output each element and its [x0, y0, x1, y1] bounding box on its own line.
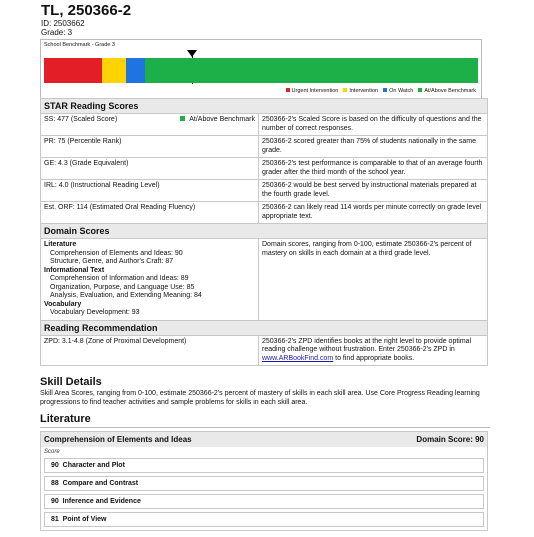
domain-lit-1: Comprehension of Elements and Ideas: 90 [50, 249, 183, 257]
benchmark-status-badge: At/Above Benchmark [180, 116, 255, 125]
legend-item [286, 88, 339, 94]
benchmark-segment-above [145, 58, 478, 83]
irl-row [41, 180, 488, 202]
arbookfind-link[interactable]: www.ARBookFind.com [262, 354, 334, 362]
orf-description: 250366-2 can likely read 114 words per minute correctly on grade level appropriate text. [259, 202, 488, 224]
star-scores-table [40, 98, 488, 366]
zpd-desc-text: 250366-2's ZPD identifies books at the right level to provide optimal reading challenge without frustration. Enter 250366-2's ZPD in [262, 337, 472, 353]
pr-row [41, 136, 488, 158]
skill-description: Skill Area Scores, ranging from 0-100, estimate 250366-2's percent of mastery of skills in each skill area. Use Core Progress Reading learning progressions to find teacher activities and sample problems for skills in each skill area. [40, 390, 480, 406]
recommendation-heading: Reading Recommendation [41, 320, 488, 335]
benchmark-segment-urgent [44, 58, 102, 83]
zpd-description [259, 335, 488, 366]
skill-section-literature: Literature [40, 413, 490, 428]
domain-lit-2: Structure, Genre, and Author's Craft: 87 [50, 258, 174, 265]
domain-info-heading: Informational Text [44, 266, 105, 274]
benchmark-bar [44, 58, 478, 83]
legend-label: Intervention [349, 88, 379, 94]
pr-description: 250366-2 scored greater than 75% of students nationally in the same grade. [259, 136, 488, 158]
skill-item: 81 Point of View [44, 512, 484, 527]
irl-label: IRL: 4.0 (Instructional Reading Level) [41, 180, 259, 202]
skill-group-title: Comprehension of Elements and Ideas [44, 435, 192, 444]
legend-label: At/Above Benchmark [424, 88, 476, 94]
skill-details [40, 376, 490, 428]
student-grade: Grade: 3 [41, 28, 73, 37]
student-title: TL, 250366-2 [41, 2, 132, 19]
benchmark-legend [286, 88, 476, 94]
domain-vocab-1: Vocabulary Development: 93 [50, 309, 140, 316]
orf-label: Est. ORF: 114 (Estimated Oral Reading Fluency) [41, 202, 259, 224]
report-header [41, 2, 131, 37]
legend-swatch [343, 88, 347, 92]
zpd-row [41, 335, 488, 366]
legend-item [383, 88, 413, 94]
benchmark-panel [40, 39, 482, 99]
zpd-label: ZPD: 3.1-4.8 (Zone of Proximal Development) [41, 335, 259, 366]
skill-heading: Skill Details [40, 376, 102, 388]
ss-label: SS: 477 (Scaled Score) [44, 116, 118, 123]
legend-label: Urgent Intervention [291, 88, 339, 94]
legend-item [343, 88, 378, 94]
star-heading: STAR Reading Scores [41, 99, 488, 114]
benchmark-segment-watch [126, 58, 145, 83]
irl-description: 250366-2 would be best served by instructional materials prepared at the fourth grade level. [259, 180, 488, 202]
skill-group-panel [40, 431, 488, 531]
ss-row [41, 114, 488, 136]
skill-group-score: Domain Score: 90 [416, 435, 484, 444]
domain-info-2: Organization, Purpose, and Language Use: 85 [50, 283, 195, 291]
ge-row [41, 158, 488, 180]
domain-info-3: Analysis, Evaluation, and Extending Meaning: 84 [50, 292, 202, 299]
skill-item: 90 Inference and Evidence [44, 494, 484, 509]
benchmark-segment-intervention [102, 58, 126, 83]
legend-swatch [383, 88, 387, 92]
score-caption: Score [44, 449, 60, 455]
domain-info-1: Comprehension of Information and Ideas: 89 [50, 275, 189, 282]
zpd-desc-end: to find appropriate books. [333, 354, 415, 362]
skill-item-list [41, 458, 487, 527]
domain-literature-heading: Literature [44, 241, 77, 248]
skill-item: 88 Compare and Contrast [44, 476, 484, 491]
legend-label: On Watch [389, 88, 414, 94]
pr-label: PR: 75 (Percentile Rank) [41, 136, 259, 158]
ge-description: 250366-2's test performance is comparable to that of an average fourth grader after the third month of the school year. [259, 158, 488, 180]
ge-label: GE: 4.3 (Grade Equivalent) [41, 158, 259, 180]
ss-description: 250366-2's Scaled Score is based on the difficulty of questions and the number of correct responses. [259, 114, 488, 136]
student-id: ID: 2503662 [41, 19, 85, 28]
legend-swatch [286, 88, 290, 92]
benchmark-caption: School Benchmark - Grade 3 [44, 42, 115, 48]
domain-row [41, 239, 488, 321]
domain-description: Domain scores, ranging from 0-100, estimate 250366-2's percent of mastery on skills in each domain at a third grade level. [259, 239, 488, 321]
orf-row [41, 202, 488, 224]
domain-vocab-heading: Vocabulary [44, 300, 82, 308]
skill-item: 90 Character and Plot [44, 458, 484, 473]
legend-item [418, 88, 476, 94]
legend-swatch [418, 88, 422, 92]
domain-heading: Domain Scores [41, 224, 488, 239]
